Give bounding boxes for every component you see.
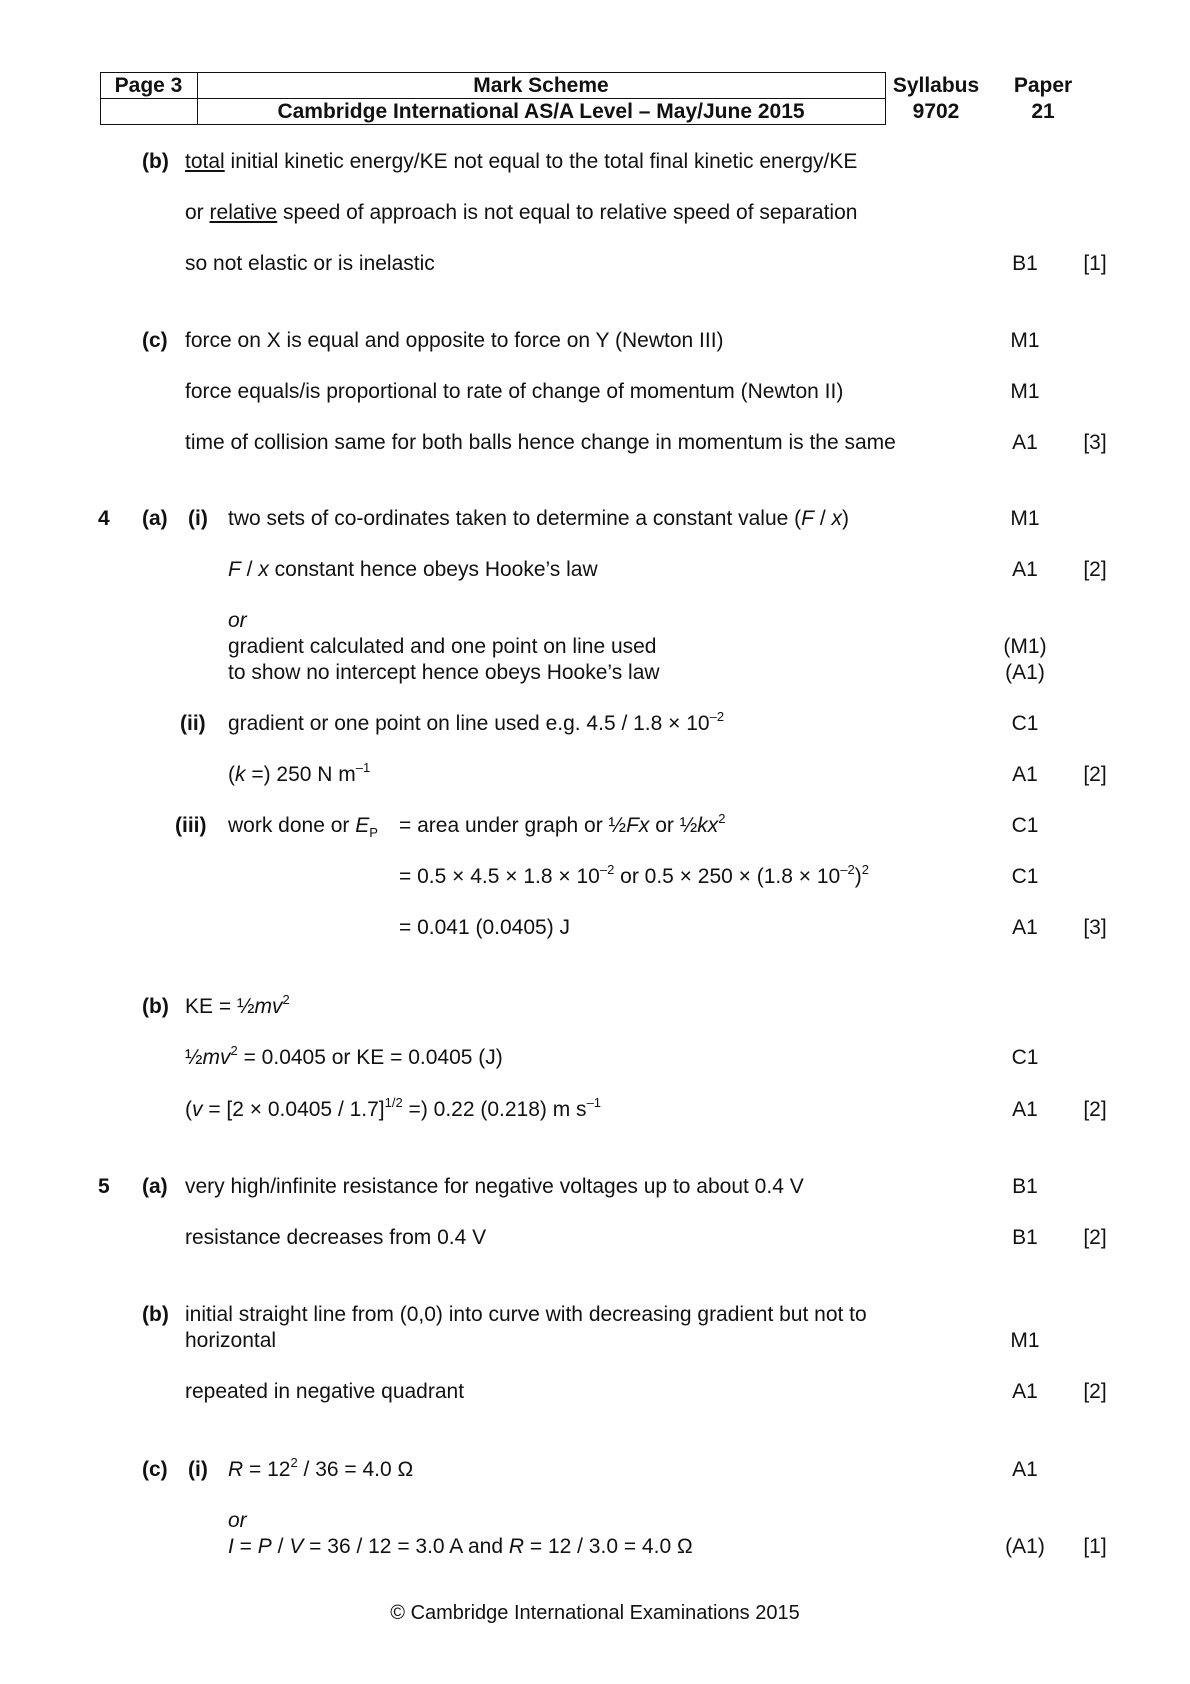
mark: A1: [1012, 1458, 1038, 1481]
answer-line: time of collision same for both balls hence change in momentum is the same: [185, 431, 896, 454]
subpart-label: (i): [188, 507, 208, 530]
mark: M1: [1010, 507, 1040, 530]
mark: C1: [1011, 712, 1039, 735]
answer-line: ($v = [2 \times 0.0405 / 1.7]^{1/2}$ =) 0.22 (0.218) m $s^{-1}$: [185, 1095, 602, 1121]
subpart-label: (ii): [180, 712, 206, 735]
mark: (M1): [1003, 635, 1047, 658]
answer-line: I = P / V = 36 / 12 = 3.0 A and R = 12 / 3.0 = 4.0 Ω: [228, 1535, 693, 1558]
answer-line: initial straight line from (0,0) into curve with decreasing gradient but not to: [185, 1303, 867, 1326]
mark: C1: [1011, 814, 1039, 837]
answer-line: gradient calculated and one point on line used: [228, 635, 657, 658]
mark: M1: [1010, 329, 1040, 352]
mark: A1: [1012, 1380, 1038, 1403]
total-mark: [2]: [1083, 763, 1107, 786]
total-mark: [2]: [1083, 1380, 1107, 1403]
answer-line: $\frac{1}{2}mv^2 = 0.0405$ or KE = 0.0405 (J): [185, 1043, 503, 1069]
answer-line: = area under graph or ½Fx or $\frac{1}{2}kx^2$: [399, 811, 726, 837]
answer-line: force on X is equal and opposite to force on Y (Newton III): [185, 329, 724, 352]
question-number: 4: [98, 507, 110, 530]
copyright-footer: © Cambridge International Examinations 2015: [390, 1602, 800, 1624]
mark: A1: [1012, 431, 1038, 454]
part-label: (c): [142, 329, 168, 352]
total-mark: [3]: [1083, 916, 1107, 939]
answer-line: so not elastic or is inelastic: [185, 252, 435, 275]
mark: M1: [1010, 380, 1040, 403]
question-number: 5: [98, 1175, 110, 1198]
page-number: Page 3: [114, 74, 183, 97]
syllabus-label: Syllabus: [892, 74, 980, 97]
mark: (A1): [1005, 1535, 1045, 1558]
mark: B1: [1012, 252, 1038, 275]
paper-label: Paper: [1013, 74, 1073, 97]
mark: A1: [1012, 916, 1038, 939]
subpart-label: (i): [188, 1458, 208, 1481]
answer-line: work done or $E_P$: [228, 814, 378, 841]
part-label: (a): [142, 507, 168, 530]
mark: (A1): [1005, 661, 1045, 684]
answer-line: $R = 12^2 / 36 = 4.0$ Ω: [228, 1455, 414, 1481]
or-label: or: [228, 1509, 247, 1532]
subpart-label: (iii): [175, 814, 207, 837]
paper-value: 21: [1031, 100, 1055, 123]
mark: A1: [1012, 558, 1038, 581]
answer-line: gradient or one point on line used e.g. $4.5 / 1.8 \times 10^{-2}$: [228, 709, 725, 735]
part-label: (a): [142, 1175, 168, 1198]
answer-line: repeated in negative quadrant: [185, 1380, 465, 1403]
answer-line: horizontal: [185, 1329, 277, 1352]
total-mark: [1]: [1083, 252, 1107, 275]
part-label: (c): [142, 1458, 168, 1481]
answer-line: or relative speed of approach is not equal to relative speed of separation: [185, 201, 858, 224]
mark: M1: [1010, 1329, 1040, 1352]
or-label: or: [228, 609, 247, 632]
answer-line: two sets of co-ordinates taken to determine a constant value (F / x): [228, 507, 849, 530]
mark: B1: [1012, 1226, 1038, 1249]
part-label: (b): [142, 150, 169, 173]
total-mark: [2]: [1083, 1098, 1107, 1121]
answer-line: KE = $\frac{1}{2}mv^2$: [185, 992, 290, 1018]
answer-line: F / x constant hence obeys Hooke’s law: [228, 558, 598, 581]
part-label: (b): [142, 1303, 169, 1326]
total-mark: [2]: [1083, 1226, 1107, 1249]
mark: A1: [1012, 763, 1038, 786]
answer-line: = 0.041 (0.0405) J: [399, 916, 571, 939]
mark: C1: [1011, 865, 1039, 888]
total-mark: [2]: [1083, 558, 1107, 581]
document-subtitle: Cambridge International AS/A Level – May/June 2015: [277, 100, 805, 123]
document-title: Mark Scheme: [473, 74, 609, 97]
answer-line: force equals/is proportional to rate of change of momentum (Newton II): [185, 380, 844, 403]
part-label: (b): [142, 995, 169, 1018]
answer-line: very high/infinite resistance for negative voltages up to about 0.4 V: [185, 1175, 804, 1198]
answer-line: (k =) 250 N $m^{-1}$: [228, 760, 371, 786]
total-mark: [1]: [1083, 1535, 1107, 1558]
mark: C1: [1011, 1046, 1039, 1069]
syllabus-value: 9702: [912, 100, 960, 123]
answer-line: total initial kinetic energy/KE not equal to the total final kinetic energy/KE: [185, 150, 858, 173]
mark: B1: [1012, 1175, 1038, 1198]
answer-line: = $0.5 \times 4.5 \times 1.8 \times 10^{-2}$ or $0.5 \times 250 \times (1.8 \times 10^{-2})^2$: [399, 862, 869, 888]
total-mark: [3]: [1083, 431, 1107, 454]
mark: A1: [1012, 1098, 1038, 1121]
answer-line: to show no intercept hence obeys Hooke’s law: [228, 661, 660, 684]
answer-line: resistance decreases from 0.4 V: [185, 1226, 487, 1249]
